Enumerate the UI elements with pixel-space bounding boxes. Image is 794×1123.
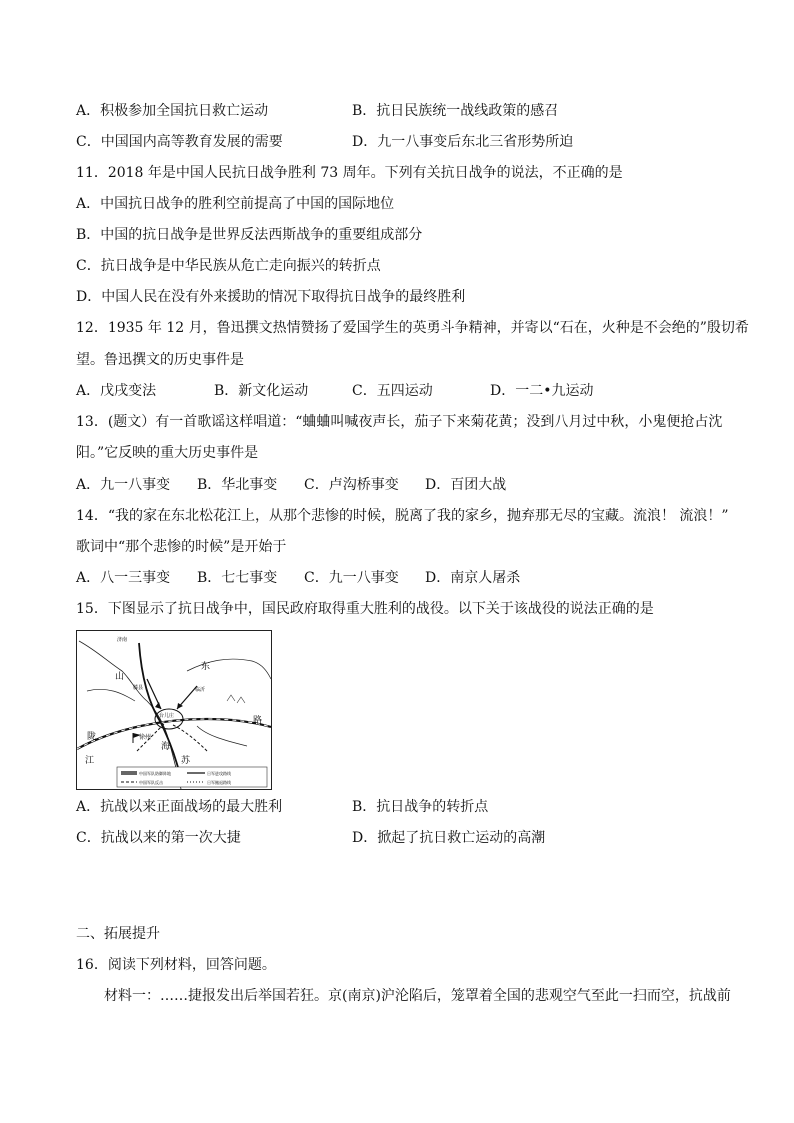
q14-option-b: B．七七事变 <box>197 570 278 586</box>
q16-stem: 16．阅读下列材料，回答问题。 <box>76 957 276 973</box>
q14-stem-line2: 歌词中“那个悲惨的时候”是开始于 <box>76 539 287 555</box>
map-label-taierzhuang: 台儿庄 <box>159 713 175 719</box>
q10-option-a: A．积极参加全国抗日救亡运动 <box>76 103 269 119</box>
map-label-dong: 东 <box>201 662 211 672</box>
q11-option-a: A．中国抗日战争的胜利空前提高了中国的国际地位 <box>76 196 395 212</box>
map-label-tengxian: 滕县 <box>133 685 144 691</box>
q14-stem-line1: 14．“我的家在东北松花江上，从那个悲惨的时候，脱离了我的家乡，抛弃那无尽的宝藏。流浪！ 流浪！” <box>76 508 729 524</box>
q11-stem: 11．2018 年是中国人民抗日战争胜利 73 周年。下列有关抗日战争的说法，不正确的是 <box>76 165 623 181</box>
q14-option-d: D．南京人屠杀 <box>425 570 521 586</box>
q12-stem-line1: 12．1935 年 12 月，鲁迅撰文热情赞扬了爱国学生的英勇斗争精神，并寄以“石在，火种是不会绝的”殷切希 <box>76 320 749 336</box>
q13-option-a: A．九一八事变 <box>76 477 171 493</box>
q15-option-a: A．抗战以来正面战场的最大胜利 <box>76 799 283 815</box>
q12-option-a: A．戊戌变法 <box>76 383 157 399</box>
section-title: 二、拓展提升 <box>76 926 160 942</box>
q13-option-c: C．卢沟桥事变 <box>304 477 399 493</box>
battle-map <box>76 630 272 790</box>
q11-option-b: B．中国的抗日战争是世界反法西斯战争的重要组成部分 <box>76 227 423 243</box>
map-label-linyi: 临沂 <box>195 687 206 693</box>
map-label-su: 苏 <box>181 756 191 766</box>
q10-option-b: B．抗日民族统一战线政策的感召 <box>352 103 559 119</box>
q16-material1: 材料一：……捷报发出后举国若狂。京(南京)沪沦陷后，笼罩着全国的悲观空气至此一扫而空，抗战前 <box>104 988 731 1004</box>
map-label-jinan: 济南 <box>117 637 128 643</box>
q10-option-d: D．九一八事变后东北三省形势所迫 <box>352 134 574 150</box>
map-legend-counter: 中国军队反击 <box>139 780 163 785</box>
q12-option-b: B．新文化运动 <box>214 383 309 399</box>
q15-option-b: B．抗日战争的转折点 <box>352 799 489 815</box>
q13-option-b: B．华北事变 <box>197 477 278 493</box>
q13-option-d: D．百团大战 <box>425 477 507 493</box>
map-legend-defense: 中国军队防御阵地 <box>139 771 171 776</box>
map-label-jiang: 江 <box>85 756 95 766</box>
map-label-xuzhou: 徐州 <box>139 734 152 741</box>
q15-option-c: C．抗战以来的第一次大捷 <box>76 830 241 846</box>
map-label-lu: 路 <box>253 716 263 726</box>
q12-option-c: C．五四运动 <box>352 383 433 399</box>
q13-stem-line1: 13．(题文）有一首歌谣这样唱道：“蛐蛐叫喊夜声长，茄子下来菊花黄；没到八月过中秋，小鬼便抢占沈 <box>76 414 723 430</box>
q11-option-c: C．抗日战争是中华民族从危亡走向振兴的转折点 <box>76 258 381 274</box>
q10-option-c: C．中国国内高等教育发展的需要 <box>76 134 283 150</box>
q12-option-d: D．一二•九运动 <box>490 383 594 399</box>
map-legend-retreat: 日军撤退路线 <box>207 780 231 785</box>
map-label-shan: 山 <box>115 672 125 682</box>
map-label-hai: 海 <box>161 742 171 752</box>
map-label-long: 陇 <box>87 732 97 742</box>
map-legend-attack: 日军进攻路线 <box>207 771 231 776</box>
q14-option-a: A．八一三事变 <box>76 570 171 586</box>
q13-stem-line2: 阳。”它反映的重大历史事件是 <box>76 445 259 461</box>
q12-stem-line2: 望。鲁迅撰文的历史事件是 <box>76 352 244 368</box>
q15-stem: 15．下图显示了抗日战争中，国民政府取得重大胜利的战役。以下关于该战役的说法正确的是 <box>76 601 654 617</box>
q11-option-d: D．中国人民在没有外来援助的情况下取得抗日战争的最终胜利 <box>76 289 466 305</box>
q15-option-d: D．掀起了抗日救亡运动的高潮 <box>352 830 546 846</box>
q14-option-c: C．九一八事变 <box>304 570 399 586</box>
